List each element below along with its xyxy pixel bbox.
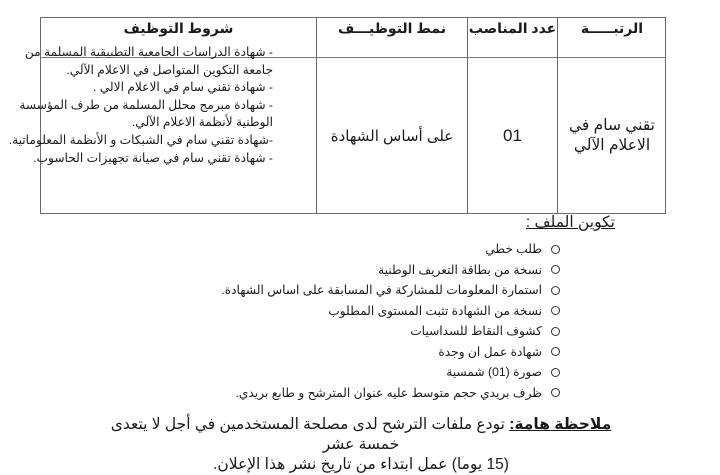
- important-note: [96, 415, 626, 475]
- circle-bullet-icon: [551, 347, 560, 356]
- circle-bullet-icon: [551, 368, 560, 377]
- file-composition-title: تكوين الملف :: [525, 214, 615, 231]
- note-text: تودع ملفات الترشح لدى مصلحة المستخدمين في أجل لا يتعدى خمسة عشر: [110, 416, 505, 453]
- condition-line: جامعة التكوين المتواصل في الاعلام الآلي.: [66, 62, 273, 77]
- header-recruitment-mode: نمط التوظيـــف: [337, 20, 446, 36]
- list-item: [221, 383, 560, 404]
- list-item-text: نسخة من الشهادة تثبت المستوى المطلوب: [328, 303, 542, 318]
- circle-bullet-icon: [551, 245, 560, 254]
- cell-positions-count: 01: [503, 125, 522, 145]
- condition-line: الوطنية لأنظمة الاعلام الآلي.: [131, 115, 273, 130]
- rank-line: تقني سام في: [569, 116, 655, 134]
- note-text: (15 يوما) عمل ابتداء من تاريخ نشر هذا الإعلان.: [213, 456, 509, 473]
- list-item: [221, 362, 560, 383]
- circle-bullet-icon: [551, 327, 560, 336]
- list-item: [221, 321, 560, 342]
- list-item-text: طلب خطي: [485, 242, 542, 257]
- note-label: ملاحظة هامة:: [509, 416, 612, 433]
- list-item: [221, 301, 560, 322]
- cell-recruitment-conditions: [8, 44, 273, 167]
- list-item-text: كشوف النقاط للسداسيات: [410, 324, 542, 339]
- circle-bullet-icon: [551, 286, 560, 295]
- cell-rank: [558, 58, 666, 213]
- circle-bullet-icon: [551, 265, 560, 274]
- header-rank: الرتبـــــة: [580, 20, 644, 36]
- list-item-text: نسخة من بطاقة التعريف الوطنية: [378, 262, 542, 277]
- list-item-text: شهادة عمل ان وجدة: [438, 344, 542, 359]
- circle-bullet-icon: [551, 388, 560, 397]
- condition-line: - شهادة تقني سام في صيانة تجهيزات الحاسوب.: [33, 150, 273, 165]
- header-positions-count: عدد المناصب: [468, 20, 557, 36]
- rank-line: الاعلام الآلي: [573, 136, 651, 154]
- cell-recruitment-mode: على أساس الشهادة: [330, 127, 454, 145]
- circle-bullet-icon: [551, 306, 560, 315]
- condition-line: - شهادة تقني سام في الاعلام الالي .: [93, 80, 273, 95]
- list-item: [221, 280, 560, 301]
- list-item: [221, 342, 560, 363]
- condition-line: -شهادة تقني سام في الشبكات و الأنظمة المعلوماتية.: [8, 132, 273, 147]
- list-item-text: استمارة المعلومات للمشاركة في المسابقة على اساس الشهادة.: [221, 283, 542, 298]
- required-documents-list: [221, 239, 560, 403]
- header-recruitment-conditions: شروط التوظيف: [123, 20, 234, 36]
- condition-line: - شهادة الدراسات الجامعية التطبيقية المسلمة من: [24, 45, 273, 59]
- list-item: [221, 239, 560, 260]
- list-item-text: ظرف بريدي حجم متوسط عليه عنوان المترشح و طابع بريدي.: [235, 385, 542, 400]
- condition-line: - شهادة مبرمج محلل المسلمة من طرف المؤسسة: [19, 97, 273, 112]
- list-item-text: صورة (01) شمسية: [446, 365, 542, 380]
- list-item: [221, 260, 560, 281]
